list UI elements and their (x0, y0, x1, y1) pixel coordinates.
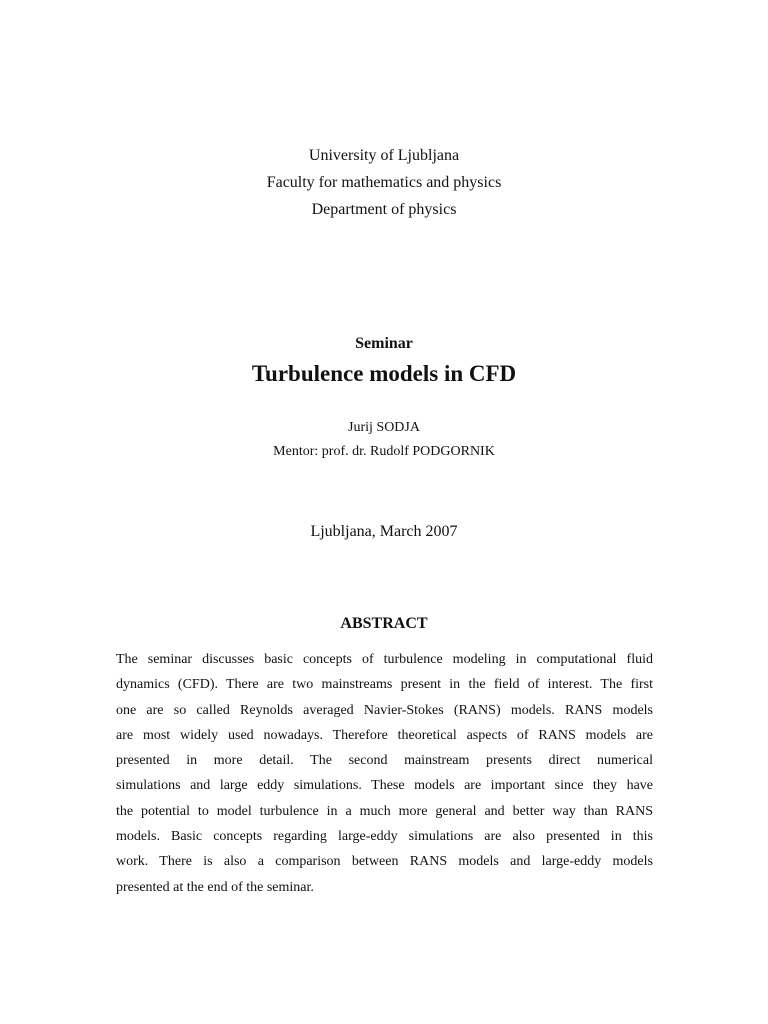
abstract-line: simulations and large eddy simulations. These models are important since they have (116, 778, 653, 794)
abstract-paragraph (116, 647, 653, 900)
abstract-line: presented in more detail. The second mainstream presents direct numerical (116, 753, 653, 769)
abstract-line: are most widely used nowadays. Therefore theoretical aspects of RANS models are (116, 727, 653, 743)
abstract-line: The seminar discusses basic concepts of turbulence modeling in computational fluid (116, 652, 653, 667)
document-title: Turbulence models in CFD (251, 361, 517, 386)
department-name: Department of physics (311, 201, 457, 218)
university-name: University of Ljubljana (308, 147, 460, 164)
abstract-heading: ABSTRACT (340, 615, 428, 632)
abstract-line: presented at the end of the seminar. (116, 879, 314, 895)
place-date: Ljubljana, March 2007 (310, 523, 458, 540)
abstract-line: dynamics (CFD). There are two mainstreams present in the field of interest. The first (116, 677, 653, 693)
faculty-name: Faculty for mathematics and physics (266, 174, 502, 191)
seminar-label: Seminar (355, 335, 413, 352)
mentor-name: Mentor: prof. dr. Rudolf PODGORNIK (273, 444, 495, 459)
abstract-line: models. Basic concepts regarding large-eddy simulations are also presented in this (116, 829, 653, 845)
abstract-line: work. There is also a comparison between RANS models and large-eddy models (116, 854, 653, 870)
abstract-line: one are so called Reynolds averaged Navier-Stokes (RANS) models. RANS models (116, 702, 653, 718)
abstract-line: the potential to model turbulence in a much more general and better way than RANS (116, 803, 653, 819)
author-name: Jurij SODJA (348, 420, 420, 435)
